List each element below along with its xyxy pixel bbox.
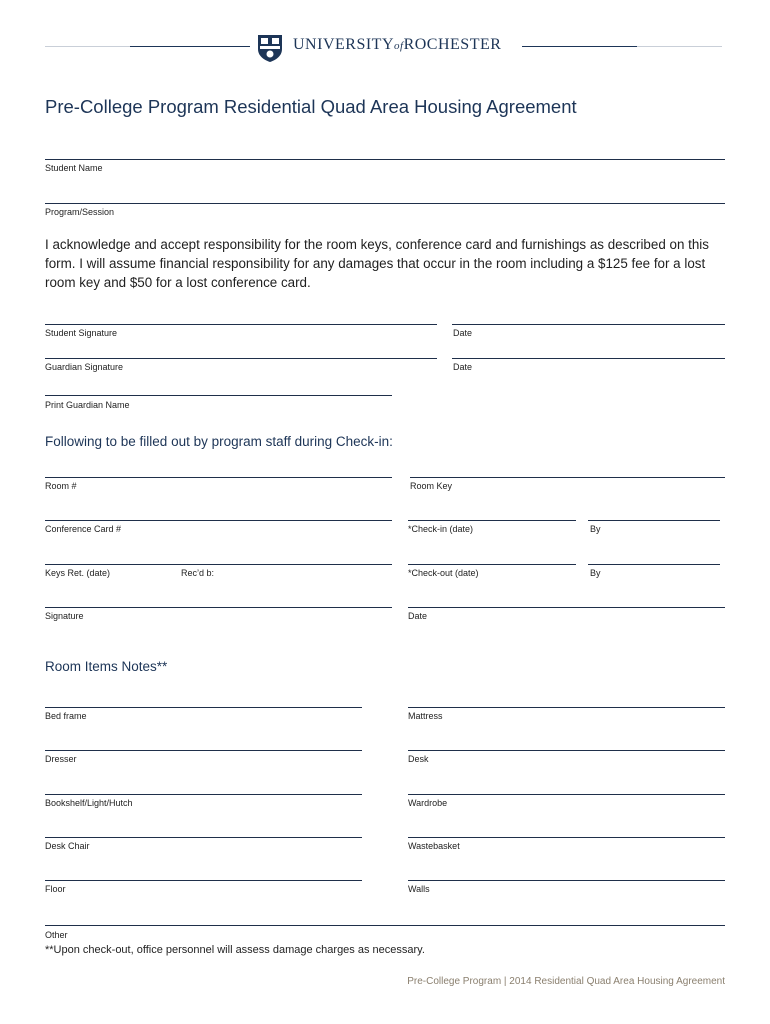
program-session-field[interactable]: [45, 203, 725, 204]
university-seal-logo: [256, 33, 284, 63]
received-by-label: Rec’d b:: [181, 568, 215, 578]
guardian-signature-field[interactable]: [45, 358, 437, 359]
conference-card-label: Conference Card #: [45, 524, 122, 534]
checkin-date-field[interactable]: [408, 520, 576, 521]
agreement-paragraph: I acknowledge and accept responsibility for the room keys, conference card and furnishings as described on this form. I will assume financial responsibility for any damages that occur in the room including a $125 fee for a lost room key and $50 for a lost conference card.: [45, 237, 709, 290]
desk-label: Desk: [408, 754, 429, 764]
wordmark-rochester: ROCHESTER: [403, 36, 502, 53]
student-date-field[interactable]: [452, 324, 725, 325]
header-rule-left-fade: [45, 46, 130, 47]
bookshelf-label: Bookshelf/Light/Hutch: [45, 798, 133, 808]
student-name-label: Student Name: [45, 163, 103, 173]
staff-date-field[interactable]: [408, 607, 725, 608]
checkout-by-label: By: [590, 568, 601, 578]
bed-frame-field[interactable]: [45, 707, 362, 708]
wastebasket-label: Wastebasket: [408, 841, 460, 851]
wardrobe-label: Wardrobe: [408, 798, 448, 808]
damage-note: **Upon check-out, office personnel will assess damage charges as necessary.: [45, 944, 425, 956]
guardian-date-label: Date: [453, 362, 473, 372]
wastebasket-field[interactable]: [408, 837, 725, 838]
wordmark-university: UNIVERSITY: [293, 36, 394, 53]
desk-chair-label: Desk Chair: [45, 841, 90, 851]
bed-frame-label: Bed frame: [45, 711, 87, 721]
page-footer: Pre-College Program | 2014 Residential Quad Area Housing Agreement: [407, 976, 725, 987]
guardian-signature-label: Guardian Signature: [45, 362, 124, 372]
keys-returned-label: Keys Ret. (date): [45, 568, 111, 578]
desk-chair-field[interactable]: [45, 837, 362, 838]
checkout-by-field[interactable]: [588, 564, 720, 565]
checkout-date-field[interactable]: [408, 564, 576, 565]
other-field[interactable]: [45, 925, 725, 926]
mattress-field[interactable]: [408, 707, 725, 708]
mattress-label: Mattress: [408, 711, 443, 721]
desk-field[interactable]: [408, 750, 725, 751]
walls-field[interactable]: [408, 880, 725, 881]
header-rule-right-fade: [637, 46, 722, 47]
staff-signature-label: Signature: [45, 611, 84, 621]
header-rule-right: [522, 46, 637, 47]
guardian-date-field[interactable]: [452, 358, 725, 359]
floor-field[interactable]: [45, 880, 362, 881]
student-date-label: Date: [453, 328, 473, 338]
student-signature-label: Student Signature: [45, 328, 118, 338]
room-items-heading: Room Items Notes**: [45, 659, 168, 674]
staff-signature-field[interactable]: [45, 607, 392, 608]
dresser-field[interactable]: [45, 750, 362, 751]
checkout-date-label: *Check-out (date): [408, 568, 479, 578]
header-rule-left: [130, 46, 250, 47]
page-title: Pre-College Program Residential Quad Area Housing Agreement: [45, 96, 577, 117]
university-wordmark: [293, 36, 501, 54]
keys-returned-field[interactable]: [45, 564, 392, 565]
room-number-field[interactable]: [45, 477, 392, 478]
room-key-label: Room Key: [410, 481, 453, 491]
checkin-date-label: *Check-in (date): [408, 524, 474, 534]
print-guardian-name-field[interactable]: [45, 395, 392, 396]
room-number-label: Room #: [45, 481, 77, 491]
conference-card-field[interactable]: [45, 520, 392, 521]
student-signature-field[interactable]: [45, 324, 437, 325]
program-session-label: Program/Session: [45, 207, 115, 217]
checkin-by-field[interactable]: [588, 520, 720, 521]
print-guardian-name-label: Print Guardian Name: [45, 400, 130, 410]
wordmark-of: of: [394, 40, 404, 52]
bookshelf-field[interactable]: [45, 794, 362, 795]
dresser-label: Dresser: [45, 754, 77, 764]
walls-label: Walls: [408, 884, 430, 894]
checkin-heading: Following to be filled out by program staff during Check-in:: [45, 434, 393, 449]
checkin-by-label: By: [590, 524, 601, 534]
room-key-field[interactable]: [410, 477, 725, 478]
floor-label: Floor: [45, 884, 66, 894]
staff-date-label: Date: [408, 611, 428, 621]
student-name-field[interactable]: [45, 159, 725, 160]
other-label: Other: [45, 930, 68, 940]
wardrobe-field[interactable]: [408, 794, 725, 795]
